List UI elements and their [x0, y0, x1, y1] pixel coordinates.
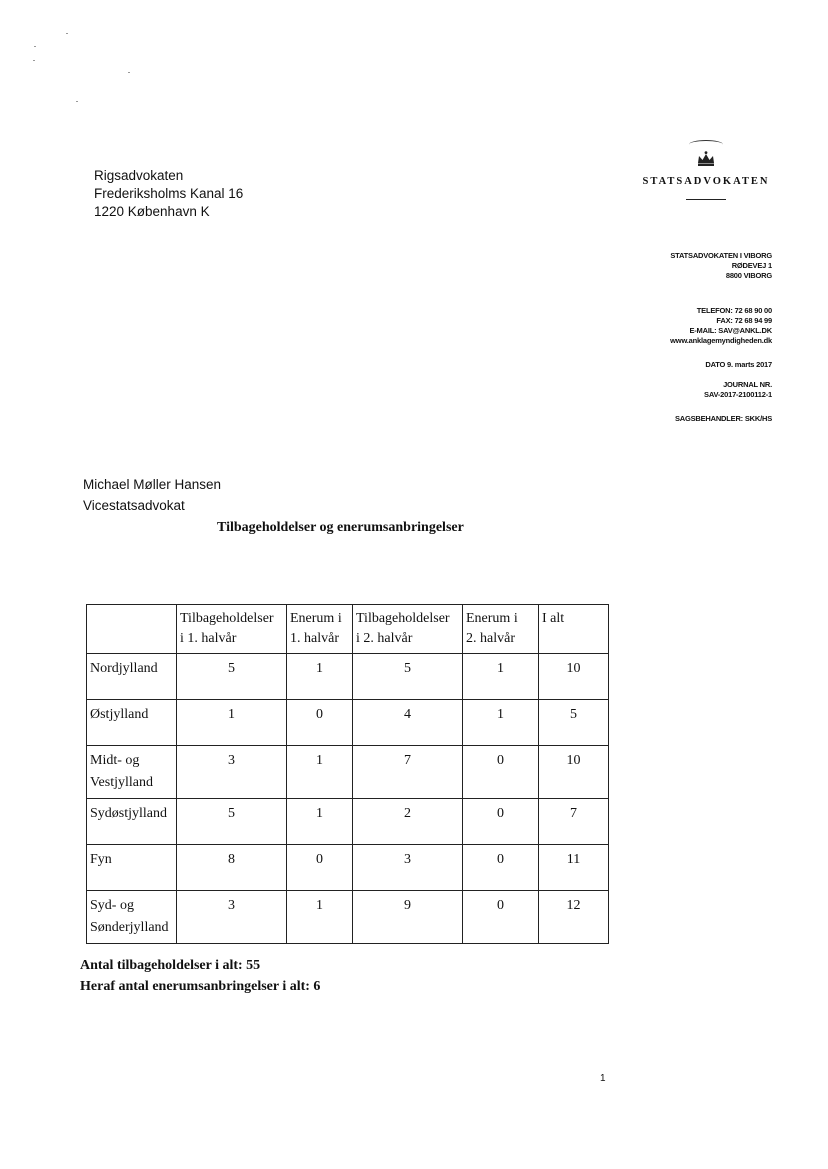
total-detentions: Antal tilbageholdelser i alt: 55 — [80, 958, 261, 973]
crown-icon — [696, 151, 716, 167]
office-email: E-MAIL: SAV@ANKL.DK — [689, 326, 772, 335]
header-text: Enerum i — [466, 611, 518, 626]
region-text: Nordjylland — [90, 661, 158, 676]
logo-brand-text: STATSADVOKATEN — [642, 176, 770, 187]
value-cell: 0 — [463, 746, 539, 799]
statistics-table — [86, 604, 609, 944]
table-row — [87, 700, 609, 746]
journal-label: JOURNAL NR. — [723, 380, 772, 389]
region-cell — [87, 654, 177, 700]
value-cell: 0 — [463, 799, 539, 845]
header-text: i 2. halvår — [356, 631, 413, 646]
region-text: Vestjylland — [90, 775, 153, 790]
value-cell: 9 — [353, 891, 463, 944]
recipient-address — [94, 167, 243, 221]
region-cell — [87, 700, 177, 746]
region-cell — [87, 845, 177, 891]
sender-block — [83, 474, 221, 516]
header-cell-region — [87, 605, 177, 654]
document-title: Tilbageholdelser og enerumsanbringelser — [217, 520, 464, 535]
value-cell: 0 — [463, 891, 539, 944]
office-phone: TELEFON: 72 68 90 00 — [696, 306, 772, 315]
value-cell: 3 — [177, 746, 287, 799]
office-website: www.anklagemyndigheden.dk — [670, 336, 772, 345]
value-cell: 5 — [177, 799, 287, 845]
scan-speck — [33, 60, 35, 61]
total-cell: 10 — [539, 654, 609, 700]
value-cell: 1 — [287, 799, 353, 845]
letter-date — [705, 360, 772, 370]
value-cell: 1 — [287, 746, 353, 799]
case-handler — [675, 414, 772, 424]
value-cell: 1 — [463, 700, 539, 746]
total-cell: 7 — [539, 799, 609, 845]
value-cell: 8 — [177, 845, 287, 891]
office-name: STATSADVOKATEN I VIBORG — [670, 251, 772, 260]
region-text: Sønderjylland — [90, 920, 169, 935]
office-fax: FAX: 72 68 94 99 — [716, 316, 772, 325]
statsadvokaten-logo — [636, 140, 776, 200]
office-address — [670, 251, 772, 281]
total-cell: 10 — [539, 746, 609, 799]
value-cell: 3 — [353, 845, 463, 891]
header-text: 2. halvår — [466, 631, 515, 646]
header-text: 1. halvår — [290, 631, 339, 646]
recipient-line-2: Frederiksholms Kanal 16 — [94, 186, 244, 201]
scan-speck — [128, 72, 130, 73]
header-cell-total — [539, 605, 609, 654]
recipient-line-3: 1220 København K — [94, 204, 210, 219]
region-text: Østjylland — [90, 707, 149, 722]
value-cell: 3 — [177, 891, 287, 944]
region-text: Syd- og — [90, 898, 134, 913]
header-text: Tilbageholdelser — [180, 611, 274, 626]
value-cell: 0 — [463, 845, 539, 891]
header-text: Enerum i — [290, 611, 342, 626]
header-text: Tilbageholdelser — [356, 611, 450, 626]
page-number: 1 — [600, 1073, 606, 1084]
region-text: Fyn — [90, 852, 112, 867]
table-row — [87, 654, 609, 700]
total-isolations: Heraf antal enerumsanbringelser i alt: 6 — [80, 979, 321, 994]
value-cell: 7 — [353, 746, 463, 799]
logo-arc — [689, 140, 723, 149]
journal-number: SAV-2017-2100112-1 — [704, 390, 772, 399]
total-cell: 5 — [539, 700, 609, 746]
scan-speck — [34, 46, 36, 47]
table-row — [87, 845, 609, 891]
region-cell — [87, 891, 177, 944]
journal-block — [704, 380, 772, 400]
sender-title: Vicestatsadvokat — [83, 498, 185, 513]
header-cell-detentions-h1 — [177, 605, 287, 654]
total-cell: 11 — [539, 845, 609, 891]
sender-name: Michael Møller Hansen — [83, 477, 222, 492]
scan-speck — [66, 33, 68, 34]
header-cell-isolation-h2 — [463, 605, 539, 654]
table-row — [87, 891, 609, 944]
value-cell: 4 — [353, 700, 463, 746]
value-cell: 1 — [287, 654, 353, 700]
totals-block — [80, 955, 320, 997]
table-row — [87, 799, 609, 845]
date-text: DATO 9. marts 2017 — [705, 360, 772, 369]
total-cell: 12 — [539, 891, 609, 944]
header-text: i 1. halvår — [180, 631, 237, 646]
table-header-row — [87, 605, 609, 654]
value-cell: 1 — [177, 700, 287, 746]
scan-speck — [76, 101, 78, 102]
value-cell: 1 — [287, 891, 353, 944]
region-text: Midt- og — [90, 753, 140, 768]
header-cell-isolation-h1 — [287, 605, 353, 654]
logo-rule — [686, 199, 726, 200]
header-text: I alt — [542, 611, 565, 626]
value-cell: 5 — [353, 654, 463, 700]
office-city: 8800 VIBORG — [725, 271, 772, 280]
value-cell: 0 — [287, 700, 353, 746]
region-cell — [87, 746, 177, 799]
table-row — [87, 746, 609, 799]
office-street: RØDEVEJ 1 — [731, 261, 772, 270]
header-cell-detentions-h2 — [353, 605, 463, 654]
value-cell: 2 — [353, 799, 463, 845]
region-cell — [87, 799, 177, 845]
recipient-line-1: Rigsadvokaten — [94, 168, 184, 183]
value-cell: 5 — [177, 654, 287, 700]
region-text: Sydøstjylland — [90, 806, 168, 821]
value-cell: 0 — [287, 845, 353, 891]
value-cell: 1 — [463, 654, 539, 700]
office-contact — [670, 306, 772, 346]
case-handler-text: SAGSBEHANDLER: SKK/HS — [674, 414, 772, 423]
